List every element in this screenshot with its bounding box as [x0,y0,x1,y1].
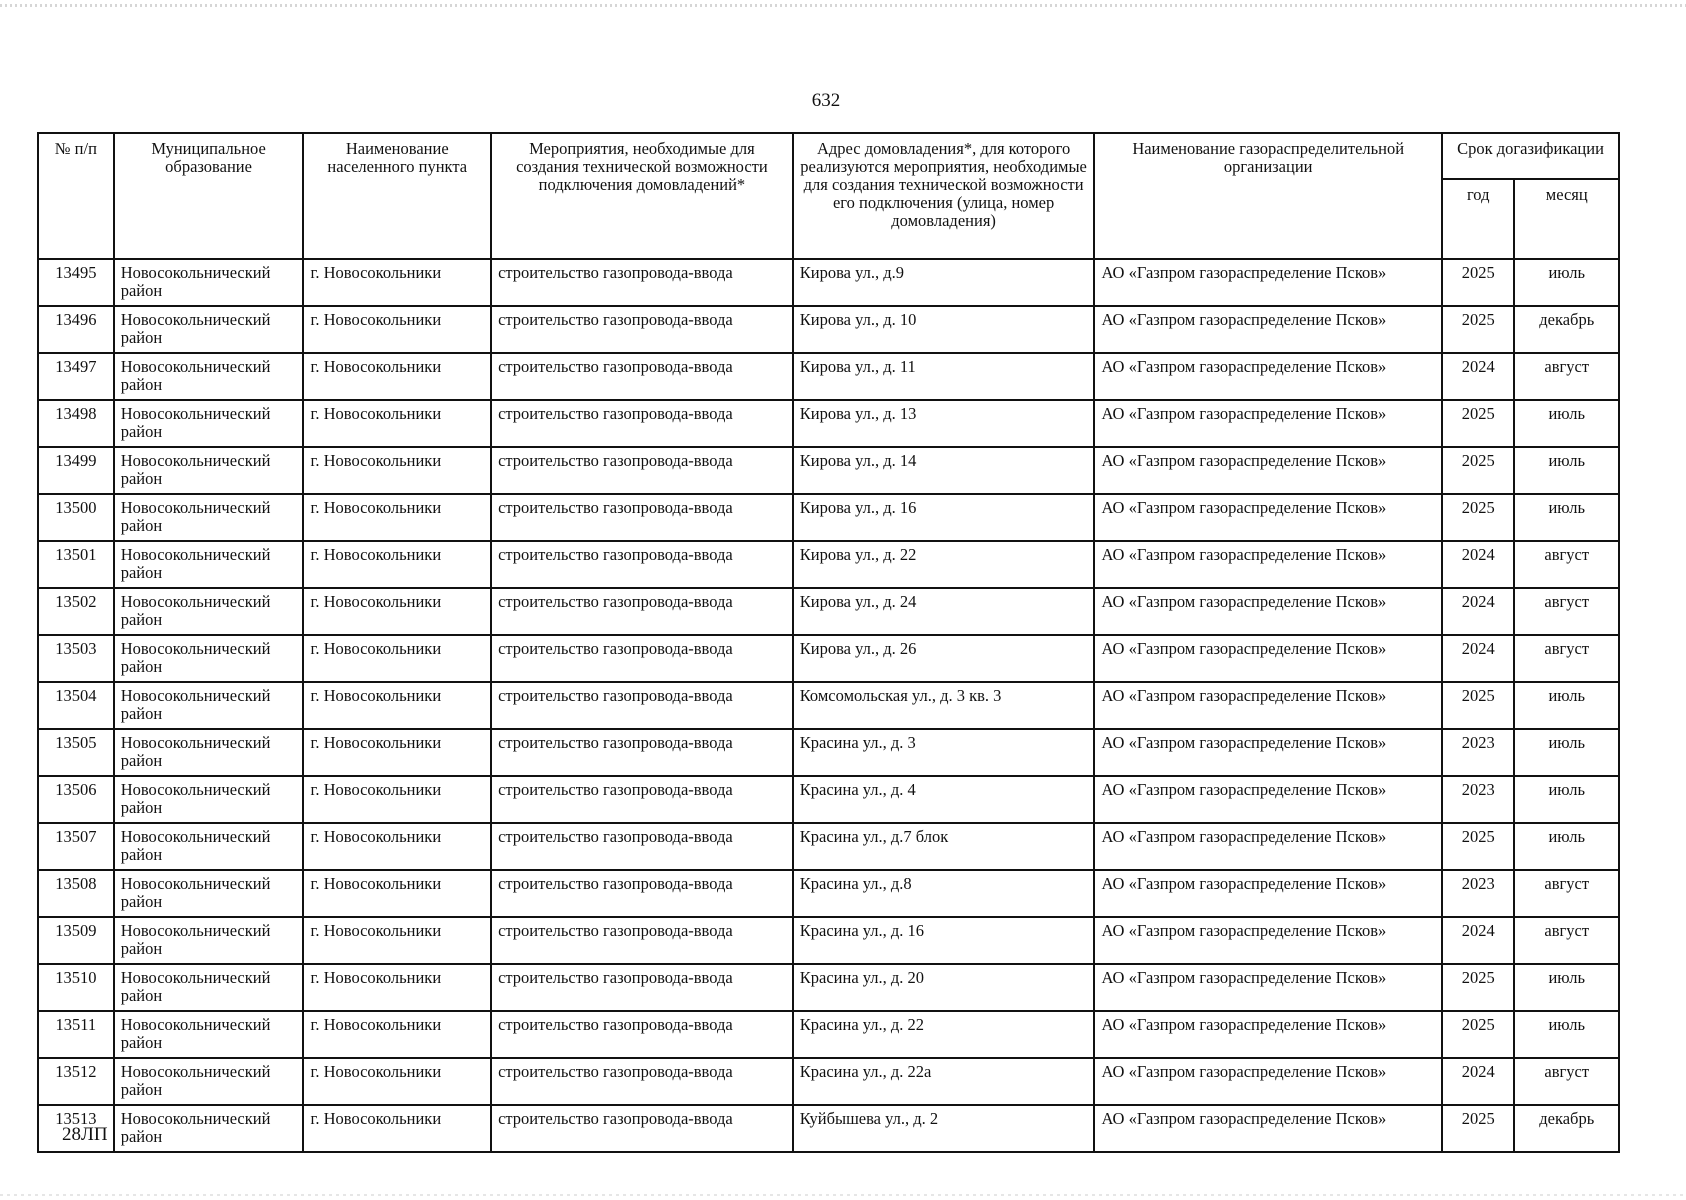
header-municipality: Муниципальное образование [114,133,304,259]
cell-measure: строительство газопровода-ввода [491,400,793,447]
cell-address: Красина ул., д. 22 [793,1011,1095,1058]
cell-measure: строительство газопровода-ввода [491,917,793,964]
cell-measure: строительство газопровода-ввода [491,776,793,823]
cell-num: 13499 [38,447,114,494]
cell-organization: АО «Газпром газораспределение Псков» [1094,870,1442,917]
cell-organization: АО «Газпром газораспределение Псков» [1094,400,1442,447]
table-row [38,917,1619,964]
table-row [38,823,1619,870]
cell-year: 2025 [1442,1011,1514,1058]
cell-organization: АО «Газпром газораспределение Псков» [1094,588,1442,635]
cell-municipality: Новосокольнический район [114,776,304,823]
cell-num: 13501 [38,541,114,588]
cell-address: Красина ул., д. 4 [793,776,1095,823]
cell-settlement: г. Новосокольники [303,870,491,917]
cell-municipality: Новосокольнический район [114,1105,304,1152]
cell-settlement: г. Новосокольники [303,1105,491,1152]
cell-settlement: г. Новосокольники [303,1011,491,1058]
cell-municipality: Новосокольнический район [114,353,304,400]
cell-month: август [1514,870,1619,917]
cell-address: Кирова ул., д. 24 [793,588,1095,635]
cell-organization: АО «Газпром газораспределение Псков» [1094,635,1442,682]
cell-year: 2025 [1442,400,1514,447]
cell-measure: строительство газопровода-ввода [491,447,793,494]
table-row [38,588,1619,635]
cell-municipality: Новосокольнический район [114,541,304,588]
cell-address: Красина ул., д. 16 [793,917,1095,964]
cell-num: 13507 [38,823,114,870]
cell-municipality: Новосокольнический район [114,447,304,494]
cell-year: 2025 [1442,682,1514,729]
cell-month: август [1514,1058,1619,1105]
cell-measure: строительство газопровода-ввода [491,823,793,870]
cell-year: 2024 [1442,541,1514,588]
cell-municipality: Новосокольнический район [114,1011,304,1058]
table-row [38,635,1619,682]
cell-num: 13496 [38,306,114,353]
cell-organization: АО «Газпром газораспределение Псков» [1094,1105,1442,1152]
table-body [38,259,1619,1152]
table-row [38,306,1619,353]
scan-edge-bottom [0,1194,1686,1196]
header-num: № п/п [38,133,114,259]
table-row [38,353,1619,400]
cell-organization: АО «Газпром газораспределение Псков» [1094,447,1442,494]
header-measures: Мероприятия, необходимые для создания технической возможности подключения домовладений* [491,133,793,259]
cell-address: Кирова ул., д. 14 [793,447,1095,494]
cell-address: Красина ул., д. 20 [793,964,1095,1011]
table-row [38,964,1619,1011]
cell-num: 13502 [38,588,114,635]
cell-organization: АО «Газпром газораспределение Псков» [1094,353,1442,400]
table-row [38,729,1619,776]
header-deadline: Срок догазификации [1442,133,1619,179]
cell-num: 13511 [38,1011,114,1058]
cell-municipality: Новосокольнический район [114,494,304,541]
cell-measure: строительство газопровода-ввода [491,353,793,400]
cell-organization: АО «Газпром газораспределение Псков» [1094,964,1442,1011]
cell-organization: АО «Газпром газораспределение Псков» [1094,682,1442,729]
table-row [38,259,1619,306]
cell-municipality: Новосокольнический район [114,870,304,917]
cell-num: 13505 [38,729,114,776]
cell-year: 2025 [1442,823,1514,870]
cell-measure: строительство газопровода-ввода [491,306,793,353]
cell-month: август [1514,635,1619,682]
cell-measure: строительство газопровода-ввода [491,964,793,1011]
table-row [38,776,1619,823]
cell-address: Красина ул., д. 3 [793,729,1095,776]
footer-code: 28ЛП [62,1124,108,1145]
cell-num: 13497 [38,353,114,400]
gasification-table [37,132,1620,1153]
cell-municipality: Новосокольнический район [114,729,304,776]
cell-address: Красина ул., д. 22а [793,1058,1095,1105]
cell-municipality: Новосокольнический район [114,635,304,682]
cell-municipality: Новосокольнический район [114,1058,304,1105]
cell-month: июль [1514,964,1619,1011]
table-row [38,400,1619,447]
header-month: месяц [1514,179,1619,259]
cell-municipality: Новосокольнический район [114,682,304,729]
cell-year: 2024 [1442,588,1514,635]
cell-month: июль [1514,729,1619,776]
cell-settlement: г. Новосокольники [303,306,491,353]
cell-address: Кирова ул., д. 26 [793,635,1095,682]
cell-year: 2024 [1442,635,1514,682]
header-address: Адрес домовладения*, для которого реализуются мероприятия, необходимые для создания технической возможности его подключения (улица, номер домовладения) [793,133,1095,259]
cell-municipality: Новосокольнический район [114,306,304,353]
cell-organization: АО «Газпром газораспределение Псков» [1094,1058,1442,1105]
cell-organization: АО «Газпром газораспределение Псков» [1094,917,1442,964]
cell-month: июль [1514,447,1619,494]
cell-year: 2025 [1442,447,1514,494]
cell-settlement: г. Новосокольники [303,729,491,776]
cell-year: 2025 [1442,1105,1514,1152]
cell-num: 13513 [38,1105,114,1152]
cell-organization: АО «Газпром газораспределение Псков» [1094,729,1442,776]
cell-measure: строительство газопровода-ввода [491,259,793,306]
cell-year: 2025 [1442,306,1514,353]
cell-organization: АО «Газпром газораспределение Псков» [1094,776,1442,823]
cell-month: июль [1514,682,1619,729]
cell-month: декабрь [1514,306,1619,353]
cell-year: 2023 [1442,776,1514,823]
header-settlement: Наименование населенного пункта [303,133,491,259]
cell-month: июль [1514,400,1619,447]
cell-settlement: г. Новосокольники [303,682,491,729]
cell-municipality: Новосокольнический район [114,400,304,447]
cell-year: 2024 [1442,917,1514,964]
cell-address: Кирова ул., д. 13 [793,400,1095,447]
cell-address: Кирова ул., д.9 [793,259,1095,306]
cell-measure: строительство газопровода-ввода [491,870,793,917]
cell-settlement: г. Новосокольники [303,964,491,1011]
cell-measure: строительство газопровода-ввода [491,541,793,588]
cell-num: 13498 [38,400,114,447]
table-row [38,1011,1619,1058]
cell-address: Кирова ул., д. 10 [793,306,1095,353]
table-row [38,682,1619,729]
cell-organization: АО «Газпром газораспределение Псков» [1094,541,1442,588]
cell-month: июль [1514,494,1619,541]
cell-municipality: Новосокольнический район [114,917,304,964]
cell-num: 13510 [38,964,114,1011]
cell-year: 2023 [1442,729,1514,776]
cell-month: август [1514,917,1619,964]
cell-num: 13506 [38,776,114,823]
table-row [38,494,1619,541]
cell-settlement: г. Новосокольники [303,635,491,682]
cell-settlement: г. Новосокольники [303,588,491,635]
cell-month: июль [1514,776,1619,823]
cell-settlement: г. Новосокольники [303,1058,491,1105]
cell-organization: АО «Газпром газораспределение Псков» [1094,1011,1442,1058]
cell-year: 2025 [1442,964,1514,1011]
cell-month: август [1514,541,1619,588]
cell-num: 13504 [38,682,114,729]
cell-municipality: Новосокольнический район [114,588,304,635]
cell-measure: строительство газопровода-ввода [491,729,793,776]
table-row [38,1105,1619,1152]
cell-address: Кирова ул., д. 16 [793,494,1095,541]
cell-month: июль [1514,1011,1619,1058]
cell-num: 13512 [38,1058,114,1105]
scan-edge-top [0,4,1686,7]
cell-address: Красина ул., д.8 [793,870,1095,917]
cell-month: июль [1514,823,1619,870]
cell-settlement: г. Новосокольники [303,353,491,400]
cell-address: Кирова ул., д. 11 [793,353,1095,400]
table-row [38,870,1619,917]
cell-organization: АО «Газпром газораспределение Псков» [1094,494,1442,541]
cell-settlement: г. Новосокольники [303,917,491,964]
cell-month: июль [1514,259,1619,306]
cell-num: 13503 [38,635,114,682]
table-row [38,541,1619,588]
cell-measure: строительство газопровода-ввода [491,588,793,635]
cell-year: 2024 [1442,353,1514,400]
cell-settlement: г. Новосокольники [303,494,491,541]
cell-settlement: г. Новосокольники [303,400,491,447]
cell-municipality: Новосокольнический район [114,964,304,1011]
cell-measure: строительство газопровода-ввода [491,1011,793,1058]
cell-organization: АО «Газпром газораспределение Псков» [1094,823,1442,870]
cell-num: 13495 [38,259,114,306]
cell-measure: строительство газопровода-ввода [491,1058,793,1105]
page-number: 632 [811,90,841,111]
cell-settlement: г. Новосокольники [303,823,491,870]
cell-settlement: г. Новосокольники [303,259,491,306]
cell-organization: АО «Газпром газораспределение Псков» [1094,259,1442,306]
cell-year: 2024 [1442,1058,1514,1105]
cell-address: Кирова ул., д. 22 [793,541,1095,588]
header-organization: Наименование газораспределительной организации [1094,133,1442,259]
cell-settlement: г. Новосокольники [303,541,491,588]
cell-num: 13509 [38,917,114,964]
cell-measure: строительство газопровода-ввода [491,494,793,541]
cell-settlement: г. Новосокольники [303,447,491,494]
header-year: год [1442,179,1514,259]
cell-year: 2025 [1442,494,1514,541]
cell-measure: строительство газопровода-ввода [491,635,793,682]
table-row [38,1058,1619,1105]
cell-num: 13500 [38,494,114,541]
cell-address: Куйбышева ул., д. 2 [793,1105,1095,1152]
table-row [38,447,1619,494]
cell-municipality: Новосокольнический район [114,259,304,306]
cell-settlement: г. Новосокольники [303,776,491,823]
cell-month: август [1514,588,1619,635]
cell-month: декабрь [1514,1105,1619,1152]
cell-year: 2025 [1442,259,1514,306]
cell-organization: АО «Газпром газораспределение Псков» [1094,306,1442,353]
cell-municipality: Новосокольнический район [114,823,304,870]
cell-measure: строительство газопровода-ввода [491,682,793,729]
cell-year: 2023 [1442,870,1514,917]
cell-address: Комсомольская ул., д. 3 кв. 3 [793,682,1095,729]
cell-num: 13508 [38,870,114,917]
cell-measure: строительство газопровода-ввода [491,1105,793,1152]
cell-address: Красина ул., д.7 блок [793,823,1095,870]
cell-month: август [1514,353,1619,400]
